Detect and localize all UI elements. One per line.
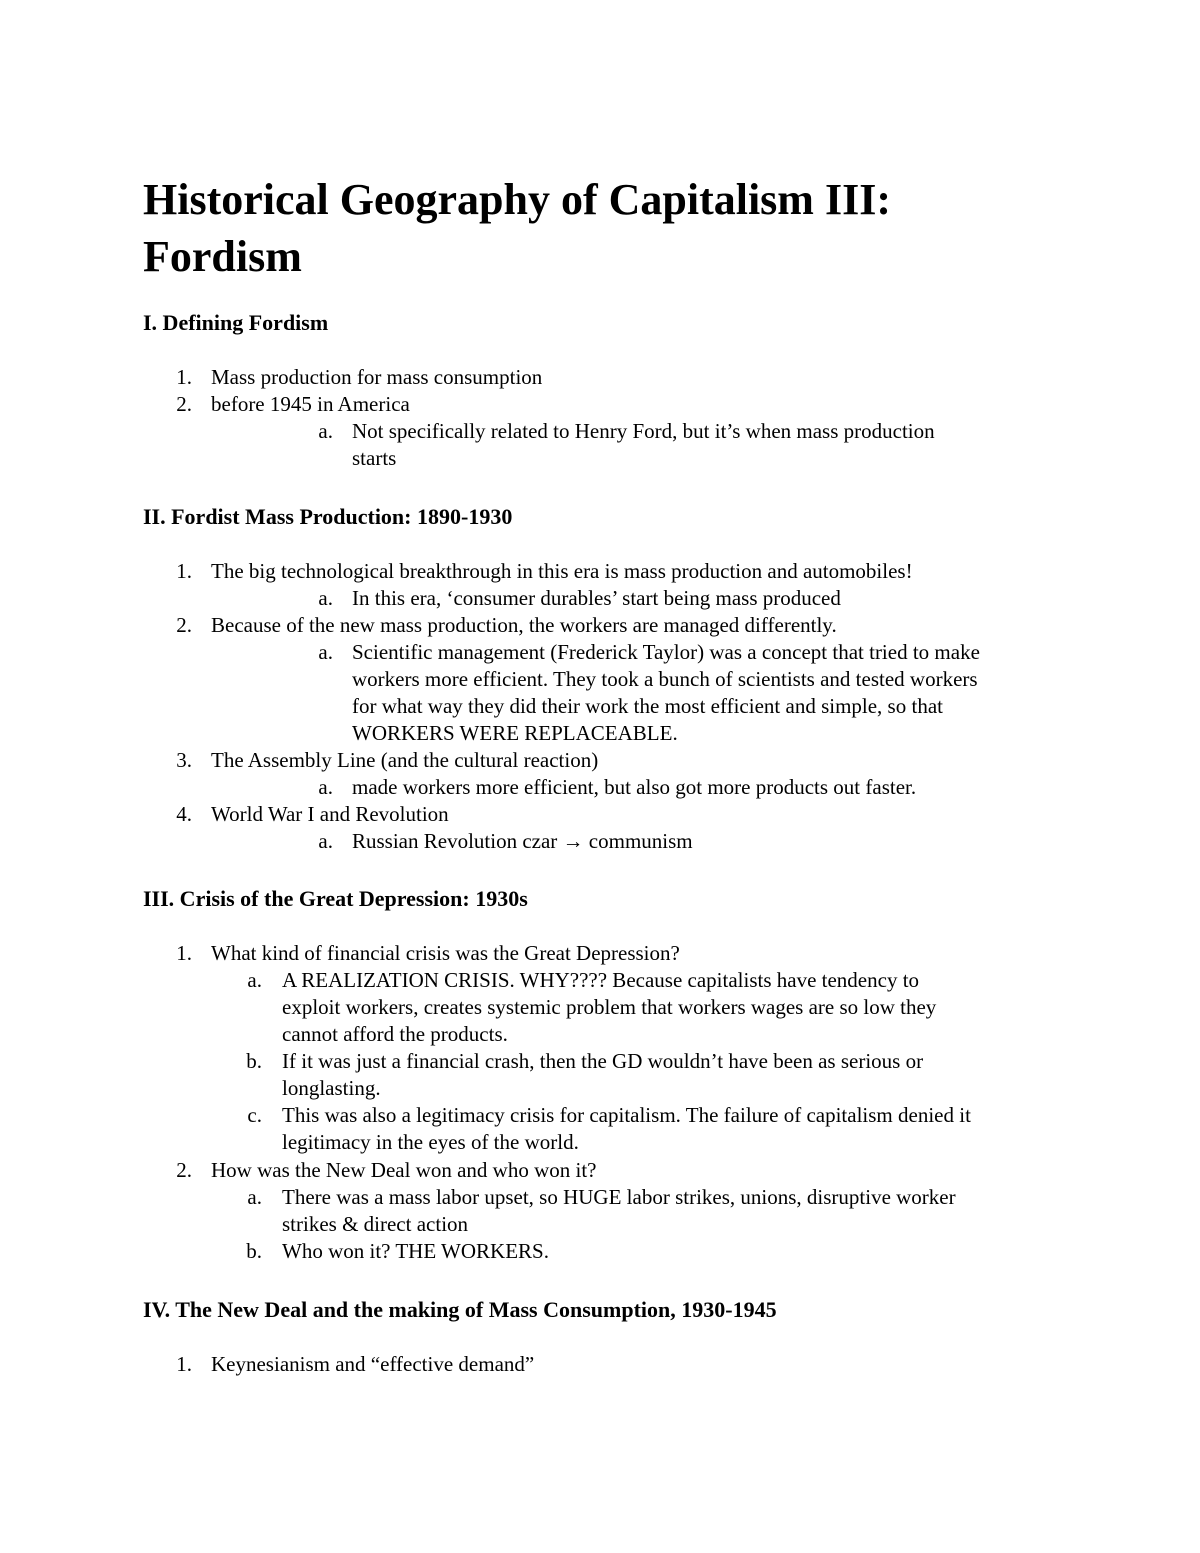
sub-item-letter: a. [318,586,333,610]
list-item-number: 2. [176,613,192,637]
sub-item-text-line: workers more efficient. They took a bunch of scientists and tested workers [352,667,978,691]
sub-item-letter: b. [246,1049,262,1073]
list-item-number: 2. [176,1158,192,1182]
title-line-2: Fordism [143,232,302,281]
sub-item-letter: c. [247,1103,262,1127]
list-item-number: 1. [176,365,192,389]
list-item-number: 1. [176,559,192,583]
sub-item-text-line: A REALIZATION CRISIS. WHY???? Because capitalists have tendency to [282,968,920,992]
sub-item-text-line: Scientific management (Frederick Taylor) was a concept that tried to make [352,640,980,664]
section-heading: I. Defining Fordism [143,310,329,335]
document-title [143,171,1043,285]
list-item-number: 4. [176,802,192,826]
list-item-text: How was the New Deal won and who won it? [211,1158,597,1182]
sub-item-letter: b. [246,1239,262,1263]
list-item-text: World War I and Revolution [211,802,449,826]
sub-item-text-line: Who won it? THE WORKERS. [282,1239,549,1263]
sub-item-text-line: made workers more efficient, but also got more products out faster. [352,775,917,799]
sub-item-text-line: This was also a legitimacy crisis for capitalism. The failure of capitalism denied it [282,1103,971,1127]
list-item-text: Mass production for mass consumption [211,365,543,389]
sub-item-text-line: Not specifically related to Henry Ford, but it’s when mass production [352,419,935,443]
section-heading: III. Crisis of the Great Depression: 1930s [143,886,528,911]
sub-item-text-line: strikes & direct action [282,1212,469,1236]
sub-item-letter: a. [247,1185,262,1209]
list-item-text: Keynesianism and “effective demand” [211,1352,535,1376]
sub-item-text-line: WORKERS WERE REPLACEABLE. [352,721,678,745]
list-item-text: before 1945 in America [211,392,410,416]
sub-item-letter: a. [318,419,333,443]
title-line-1: Historical Geography of Capitalism III: [143,175,891,224]
sub-item-text-line: cannot afford the products. [282,1022,508,1046]
sub-item-text-line: In this era, ‘consumer durables’ start being mass produced [352,586,841,610]
list-item-number: 2. [176,392,192,416]
list-item-text: What kind of financial crisis was the Great Depression? [211,941,680,965]
sub-item-letter: a. [318,775,333,799]
sub-item-letter: a. [318,829,333,853]
section-heading: IV. The New Deal and the making of Mass Consumption, 1930-1945 [143,1297,777,1322]
sub-item-text-line: Russian Revolution czar → communism [352,829,693,853]
list-item-text: Because of the new mass production, the workers are managed differently. [211,613,837,637]
section-heading: II. Fordist Mass Production: 1890-1930 [143,504,513,529]
sub-item-text-line: If it was just a financial crash, then the GD wouldn’t have been as serious or [282,1049,924,1073]
sub-item-text-line: There was a mass labor upset, so HUGE labor strikes, unions, disruptive worker [282,1185,956,1209]
list-item-number: 1. [176,941,192,965]
list-item-text: The Assembly Line (and the cultural reaction) [211,748,599,772]
list-item-text: The big technological breakthrough in this era is mass production and automobiles! [211,559,913,583]
sub-item-letter: a. [318,640,333,664]
sub-item-text-line: exploit workers, creates systemic problem that workers wages are so low they [282,995,937,1019]
sub-item-text-line: starts [352,446,397,470]
list-item-number: 3. [176,748,192,772]
list-item-number: 1. [176,1352,192,1376]
sub-item-text-line: legitimacy in the eyes of the world. [282,1130,579,1154]
sub-item-letter: a. [247,968,262,992]
sub-item-text-line: for what way they did their work the most efficient and simple, so that [352,694,943,718]
sub-item-text-line: longlasting. [282,1076,381,1100]
